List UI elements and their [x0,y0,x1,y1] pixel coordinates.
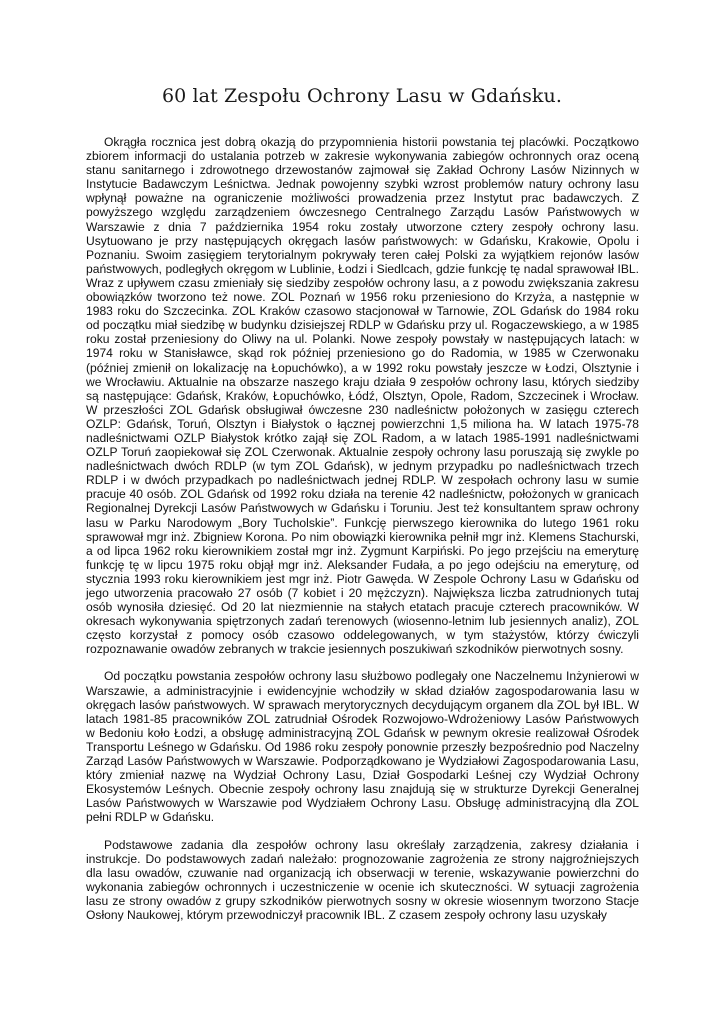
paragraph: Od początku powstania zespołów ochrony lasu służbowo podlegały one Naczelnemu Inżynierowi w Warszawie, a administracyjnie i ewidencyjnie wchodziły w skład działów zagospodarowania lasu w okręgach lasów państwowych. W sprawach merytorycznych decydującym organem dla ZOL był IBL. W latach 1981-85 pracowników ZOL zatrudniał Ośrodek Rozwojowo-Wdrożeniowy Lasów Państwowych w Bedoniu koło Łodzi, a obsługę administracyjną ZOL Gdańsk w pewnym okresie realizował Ośrodek Transportu Leśnego w Gdańsku. Od 1986 roku zespoły ponownie przeszły bezpośrednio pod Naczelny Zarząd Lasów Państwowych w Warszawie. Podporządkowano je Wydziałowi Zagospodarowania Lasu, który zmieniał nazwę na Wydział Ochrony Lasu, Dział Gospodarki Leśnej czy Wydział Ochrony Ekosystemów Leśnych. Obecnie zespoły ochrony lasu znajdują się w strukturze Dyrekcji Generalnej Lasów Państwowych w Warszawie pod Wydziałem Ochrony Lasu. Obsługę administracyjną dla ZOL pełni RDLP w Gdańsku. [86,669,639,825]
document-body [86,135,639,935]
paragraph: Okrągła rocznica jest dobrą okazją do przypomnienia historii powstania tej placówki. Początkowo zbiorem informacji do ustalania potrzeb w zakresie wykonywania zabiegów ochronnych oraz oceną stanu sanitarnego i zdrowotnego drzewostanów zajmował się Zakład Ochrony Lasów Nizinnych w Instytucie Badawczym Leśnictwa. Jednak powojenny szybki wzrost problemów natury ochrony lasu wpłynął poważne na ograniczenie możliwości prowadzenia przez Instytut prac badawczych. Z powyższego względu zarządzeniem ówczesnego Centralnego Zarządu Lasów Państwowych w Warszawie z dnia 7 października 1954 roku zostały utworzone cztery zespoły ochrony lasu. Usytuowano je przy następujących okręgach lasów państwowych: w Gdańsku, Krakowie, Opolu i Poznaniu. Swoim zasięgiem terytorialnym pokrywały teren całej Polski za wyjątkiem rejonów lasów państwowych, podległych okręgom w Lublinie, Łodzi i Siedlcach, gdzie funkcję tę nadal sprawował IBL. Wraz z upływem czasu zmieniały się siedziby zespołów ochrony lasu, a z powodu zwiększania zakresu obowiązków tworzono też nowe. ZOL Poznań w 1956 roku przeniesiono do Krzyża, a następnie w 1983 roku do Szczecinka. ZOL Kraków czasowo stacjonował w Tarnowie, ZOL Gdańsk do 1984 roku od początku miał siedzibę w budynku dzisiejszej RDLP w Gdańsku przy ul. Rogaczewskiego, a w 1985 roku został przeniesiony do Oliwy na ul. Polanki. Nowe zespoły powstały w następujących latach: w 1974 roku w Stanisławce, skąd rok później przeniesiono go do Radomia, w 1985 w Czerwonaku (później zmienił on lokalizację na Łopuchówko), a w 1992 roku powstały jeszcze w Łodzi, Olsztynie i we Wrocławiu. Aktualnie na obszarze naszego kraju działa 9 zespołów ochrony lasu, których siedziby są następujące: Gdańsk, Kraków, Łopuchówko, Łódź, Olsztyn, Opole, Radom, Szczecinek i Wrocław. W przeszłości ZOL Gdańsk obsługiwał ówczesne 230 nadleśnictw położonych w zasięgu czterech OZLP: Gdańsk, Toruń, Olsztyn i Białystok o łącznej powierzchni 1,5 miliona ha. W latach 1975-78 nadleśnictwami OZLP Białystok krótko zajął się ZOL Radom, a w latach 1985-1991 nadleśnictwami OZLP Toruń zaopiekował się ZOL Czerwonak. Aktualnie zespoły ochrony lasu poruszają się zwykle po nadleśnictwach dwóch RDLP (w tym ZOL Gdańsk), w jednym przypadku po nadleśnictwach trzech RDLP i w dwóch przypadkach po nadleśnictwach jednej RDLP. W zespołach ochrony lasu w sumie pracuje 40 osób. ZOL Gdańsk od 1992 roku działa na terenie 42 nadleśnictw, położonych w granicach Regionalnej Dyrekcji Lasów Państwowych w Gdańsku i Toruniu. Jest też konsultantem spraw ochrony lasu w Parku Narodowym „Bory Tucholskie”. Funkcję pierwszego kierownika do lutego 1961 roku sprawował mgr inż. Zbigniew Korona. Po nim obowiązki kierownika pełnił mgr inż. Klemens Stachurski, a od lipca 1962 roku kierownikiem został mgr inż. Zygmunt Karpiński. Po jego przejściu na emeryturę funkcję tę w lipcu 1975 roku objął mgr inż. Aleksander Fudała, a po jego odejściu na emeryturę, od stycznia 1993 roku kierownikiem jest mgr inż. Piotr Gawęda. W Zespole Ochrony Lasu w Gdańsku od jego utworzenia pracowało 27 osób (7 kobiet i 20 mężczyzn). Największa liczba zatrudnionych tutaj osób wynosiła dziesięć. Od 20 lat niezmiennie na stałych etatach pracuje czterech pracowników. W okresach wykonywania spiętrzonych zadań terenowych (wiosenno-letnim lub jesiennych analiz), ZOL często korzystał z pomocy osób czasowo oddelegowanych, w tym stażystów, którzy ćwiczyli rozpoznawanie owadów zebranych w trakcie jesiennych poszukiwań szkodników pierwotnych sosny. [86,135,639,657]
paragraph: Podstawowe zadania dla zespołów ochrony lasu określały zarządzenia, zakresy działania i instrukcje. Do podstawowych zadań należało: prognozowanie zagrożenia ze strony najgroźniejszych dla lasu owadów, czuwanie nad organizacją ich obserwacji w terenie, wskazywanie powierzchni do wykonania zabiegów ochronnych i uczestniczenie w ocenie ich skuteczności. W sytuacji zagrożenia lasu ze strony owadów z grupy szkodników pierwotnych sosny w okresie wiosennym tworzono Stacje Osłony Naukowej, którym przewodniczył pracownik IBL. Z czasem zespoły ochrony lasu uzyskały [86,837,639,922]
document-title: 60 lat Zespołu Ochrony Lasu w Gdańsku. [161,85,563,107]
